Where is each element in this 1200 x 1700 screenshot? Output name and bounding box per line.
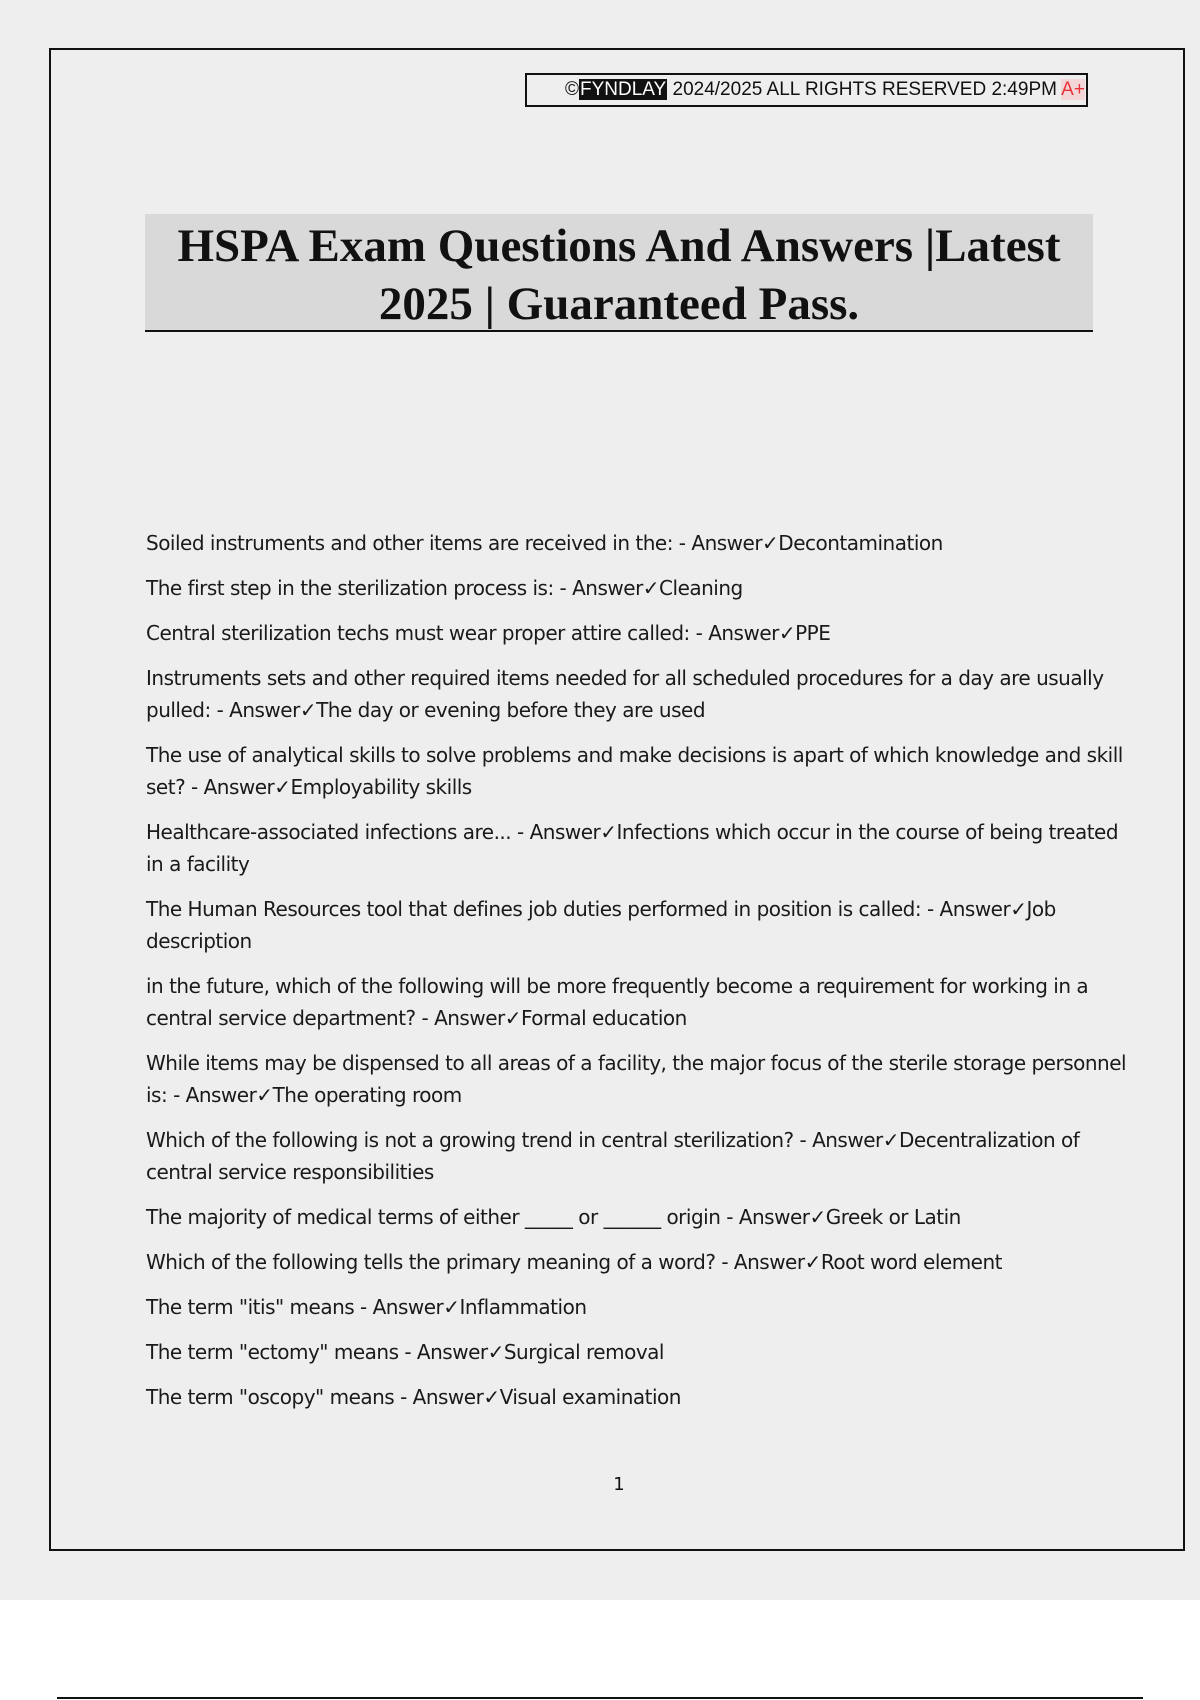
qa-item: Soiled instruments and other items are received in the: - Answer✓Decontamination — [146, 531, 943, 555]
copyright-banner — [525, 73, 1088, 107]
grade-badge: A+ — [1061, 79, 1085, 100]
qa-item: While items may be dispensed to all areas of a facility, the major focus of the sterile storage personnel is: - Answer✓The operating room — [146, 1051, 1127, 1107]
qa-item: The first step in the sterilization process is: - Answer✓Cleaning — [146, 576, 743, 600]
qa-item: in the future, which of the following will be more frequently become a requirement for working in a central service department? - Answer✓Formal education — [146, 974, 1089, 1030]
qa-item: The term "oscopy" means - Answer✓Visual examination — [146, 1385, 681, 1409]
qa-item: The term "itis" means - Answer✓Inflammation — [146, 1295, 587, 1319]
qa-list — [146, 527, 1136, 1426]
qa-item: The term "ectomy" means - Answer✓Surgical removal — [146, 1340, 664, 1364]
qa-item: The use of analytical skills to solve problems and make decisions is apart of which knowledge and skill set? - Answer✓Employability skills — [146, 743, 1123, 799]
copyright-symbol: © — [565, 79, 579, 100]
document-title — [145, 214, 1093, 332]
qa-item: The Human Resources tool that defines job duties performed in position is called: - Answer✓Job description — [146, 897, 1056, 953]
title-line-2: 2025 | Guaranteed Pass. — [378, 278, 860, 330]
next-page-top-rule — [57, 1697, 1143, 1699]
qa-item: Central sterilization techs must wear proper attire called: - Answer✓PPE — [146, 621, 831, 645]
document-page — [49, 48, 1185, 1551]
title-line-1: HSPA Exam Questions And Answers |Latest — [177, 220, 1061, 272]
brand-name: FYNDLAY — [580, 79, 667, 100]
qa-item: Which of the following is not a growing trend in central sterilization? - Answer✓Decentralization of central service responsibilities — [146, 1128, 1080, 1184]
qa-item: Which of the following tells the primary meaning of a word? - Answer✓Root word element — [146, 1250, 1003, 1274]
qa-item: The majority of medical terms of either _____ or ______ origin - Answer✓Greek or Latin — [146, 1205, 961, 1229]
rights-text: 2024/2025 ALL RIGHTS RESERVED 2:49PM — [667, 79, 1062, 100]
page-number: 1 — [613, 1474, 625, 1495]
qa-item: Instruments sets and other required items needed for all scheduled procedures for a day are usually pulled: - Answer✓The day or evening before they are used — [146, 666, 1104, 722]
qa-item: Healthcare-associated infections are... - Answer✓Infections which occur in the course of being treated in a facility — [146, 820, 1119, 876]
